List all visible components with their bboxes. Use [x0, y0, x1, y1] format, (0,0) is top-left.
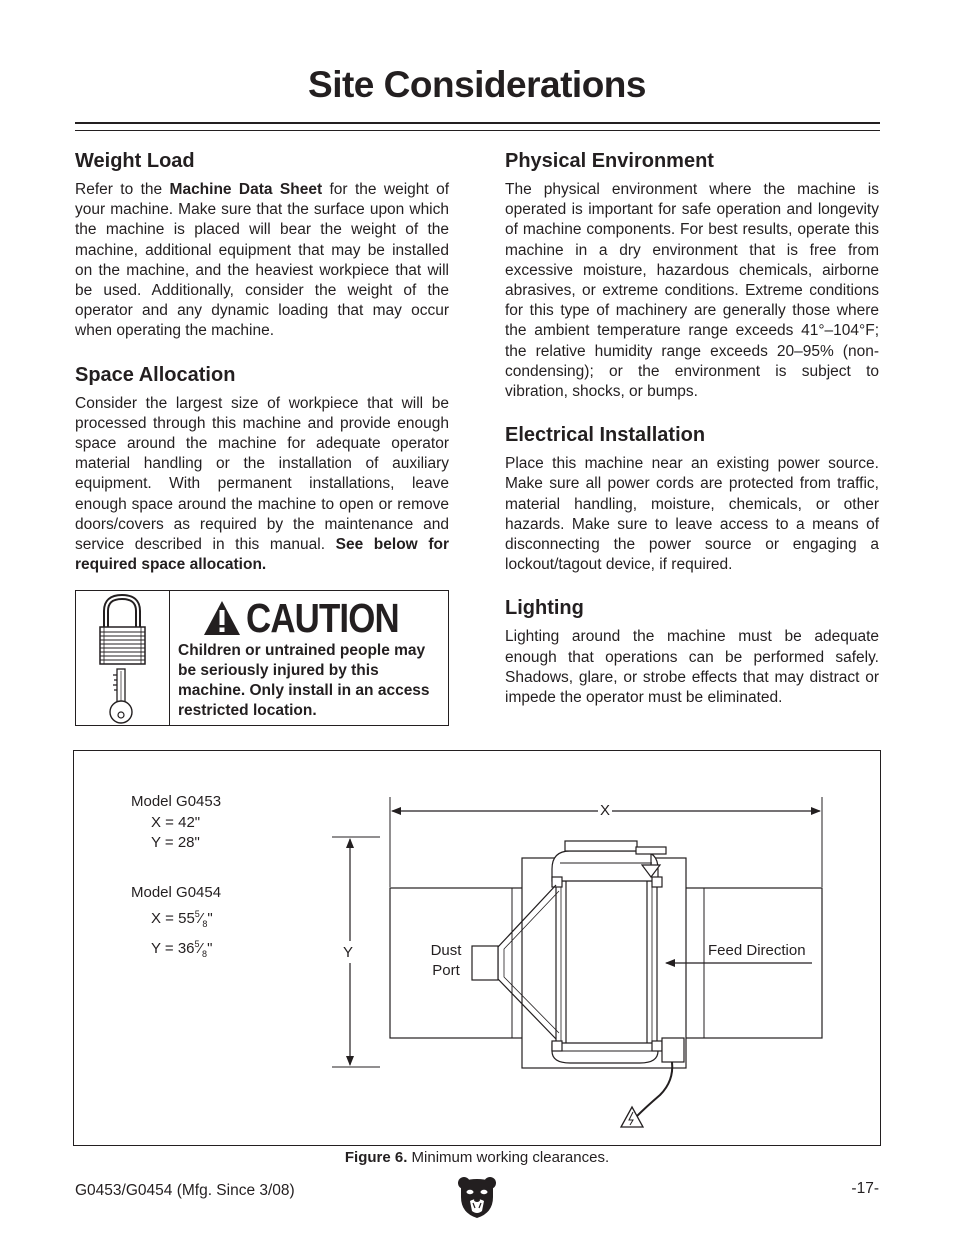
electrical-hazard-icon: [621, 1107, 643, 1127]
model-g0454-y-value: Y = 36: [151, 940, 195, 957]
dust-port: [472, 946, 498, 980]
motor-box: [662, 1038, 684, 1062]
physical-environment-heading: Physical Environment: [505, 150, 714, 172]
model-g0454-x: $X = 55^5⁄_8$": [151, 908, 213, 929]
figure-caption-number: Figure 6.: [344, 1149, 408, 1166]
figure-caption-text: Minimum working clearances.: [407, 1149, 610, 1166]
lighting-text: Lighting around the machine must be adequate enough that operations can be performed safely. Shadows, glare, or strobe effects that may distract or impede the operator must be eliminated.: [505, 628, 879, 707]
left-column: [75, 148, 449, 595]
feed-direction-label: Feed Direction: [708, 942, 806, 959]
weight-load-text-start: Refer to the: [75, 181, 170, 198]
footer-page-number: -17-: [851, 1180, 879, 1197]
model-g0454-x-unit: ": [207, 909, 213, 927]
weight-load-text-rest: for the weight of your machine. Make sure that the surface upon which the machine is placed will bear the weight of the machine, additional equipment that may be installed on the machine, and the heaviest workpiece that will be used. Additionally, consider the weight of the operator and any dynamic loading that may occur when operating the machine.: [75, 181, 450, 340]
space-allocation-bold: See below for required space allocation.: [75, 536, 449, 574]
warning-triangle-icon: [202, 599, 242, 637]
caution-heading: [202, 593, 426, 643]
dust-port-label: [424, 941, 468, 981]
model-g0454-y-den: 8: [202, 949, 208, 959]
weight-load-section: [75, 148, 449, 342]
weight-load-heading: Weight Load: [75, 150, 195, 172]
page-title: Site Considerations: [308, 64, 646, 105]
electrical-installation-text: Place this machine near an existing power source. Make sure all power cords are protected from traffic, material handling, moisture, chemicals, or other hazards. Make sure to leave access to a means of disconnecting the power source or engaging a lockout/tagout device, if required.: [505, 455, 879, 574]
key-icon: [110, 669, 132, 723]
caution-box: [75, 590, 449, 726]
physical-environment-section: [505, 148, 879, 402]
grizzly-bear-logo-icon: [457, 1175, 497, 1219]
model-g0454-x-den: 8: [202, 918, 208, 929]
caution-label: CAUTION: [246, 594, 399, 641]
right-column: [505, 148, 879, 728]
model-g0454-x-num: 5: [194, 908, 200, 919]
title-rule: [75, 122, 880, 124]
machine-data-sheet-ref: Machine Data Sheet: [169, 181, 323, 198]
padlock-icon: [76, 591, 169, 725]
space-allocation-text: [75, 394, 449, 576]
title-rule-thin: [75, 130, 880, 131]
dimension-x-label: X: [600, 802, 611, 819]
machine-cabinet: [522, 858, 686, 1068]
electrical-installation-heading: Electrical Installation: [505, 424, 706, 447]
handwheel: [636, 847, 666, 854]
dimension-y-label: Y: [343, 944, 354, 961]
caution-message: Children or untrained people may be seriously injured by this machine. Only install in an access restricted location.: [178, 642, 430, 719]
power-cord: [636, 1062, 672, 1117]
model-g0454-name: Model G0454: [131, 884, 222, 901]
lighting-section: [505, 595, 879, 708]
model-g0453-y: Y = 28": [151, 834, 200, 851]
model-g0454-y-num: 5: [194, 939, 200, 949]
footer-model-info: G0453/G0454 (Mfg. Since 3/08): [75, 1182, 295, 1199]
model-g0454-y-unit: ": [207, 940, 213, 957]
weight-load-text: [75, 180, 449, 342]
space-allocation-section: [75, 362, 449, 576]
figure-caption: [0, 1149, 954, 1166]
model-g0454-x-value: X = 55: [151, 909, 195, 927]
electrical-installation-section: [505, 422, 879, 575]
space-allocation-body: Consider the largest size of workpiece that will be processed through this machine and provide enough space around the machine for adequate operator material handling or the installation of auxiliary equipment. With permanent installations, leave enough space around the machine to open or remove doors/covers as required by the maintenance and service described in this manual.: [75, 394, 449, 554]
figure-clearances: [73, 750, 881, 1146]
dust-port-label-line1: Dust: [430, 942, 462, 959]
model-g0454-y: $Y = 36^5⁄_8$": [151, 939, 213, 959]
lighting-heading: Lighting: [505, 597, 584, 620]
physical-environment-text: The physical environment where the machine is operated is important for safe operation and longevity of machine components. For best results, operate this machine in a dry environment that is free from excessive moisture, hazardous chemicals, airborne abrasives, or extreme conditions. Extreme conditions for this type of machinery are generally those where the ambient temperature range exceeds 41°–104°F; the relative humidity range exceeds 20–95% (non-condensing); or the environment is subject to vibration, shocks, or bumps.: [505, 181, 879, 401]
space-allocation-heading: Space Allocation: [75, 363, 236, 386]
dust-port-label-line2: Port: [432, 962, 460, 979]
caution-content: [170, 591, 448, 725]
model-g0453-x: X = 42": [151, 813, 201, 831]
model-g0453-name: Model G0453: [131, 793, 222, 810]
caution-icons: [76, 591, 170, 725]
